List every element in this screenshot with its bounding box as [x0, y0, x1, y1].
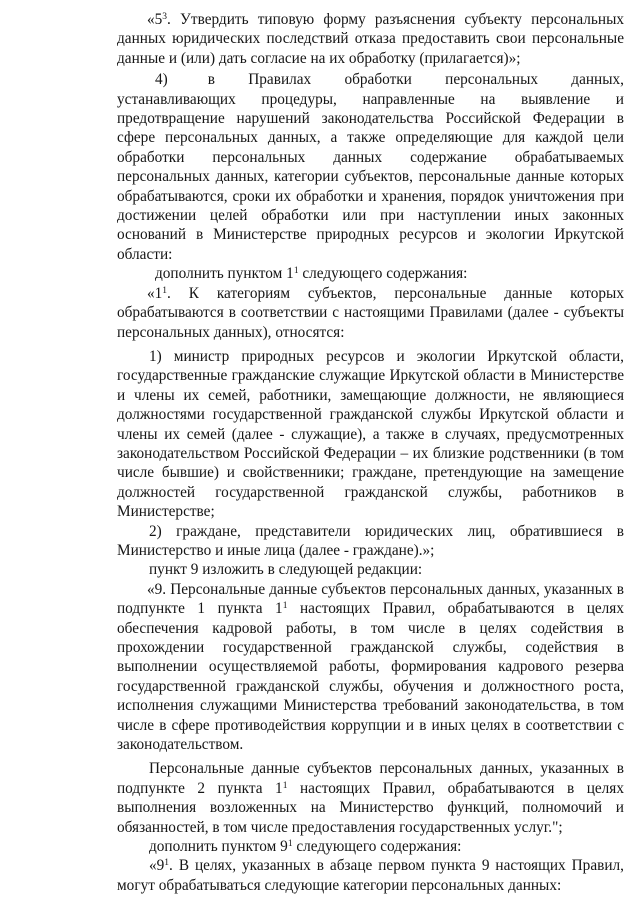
- paragraph-5-3: [117, 10, 624, 68]
- paragraph-subitem-1: [117, 347, 624, 522]
- paragraph-text: настоящих Правил, обрабатываются в целях обеспечения кадровой работы, в том числе в целях содействия в прохождении государственной гражданской службы, содействия в выполнении осуществляемой работы, формирования кадрового резерва государственной гражданской службы, обучения и должностного роста, исполнения служащими Министерства требований законодательства, в том числе в сфере противодействия коррупции и в иных целях в соответствии с законодательством.: [117, 600, 624, 754]
- superscript: 1: [164, 858, 170, 869]
- paragraph-text: «1: [147, 284, 163, 302]
- superscript: 1: [282, 601, 288, 612]
- paragraph-subitem-2: [117, 522, 624, 561]
- item-number: 4): [155, 71, 168, 89]
- paragraph-text: дополнить пунктом 9: [149, 838, 288, 856]
- paragraph-text: пункт 9 изложить в следующей редакции:: [149, 561, 423, 579]
- paragraph-text: «9: [149, 857, 165, 875]
- paragraph-point-9-heading: [117, 560, 624, 579]
- superscript: 1: [293, 266, 299, 277]
- paragraph-add-1-1: [117, 264, 624, 283]
- paragraph-text: 1) министр природных ресурсов и экологии Иркутской области, государственные гражданские служащие Иркутской области в Министерстве и члены их семей, работники, замещающие должности, не являющиеся должностями государственной гражданской службы Иркутской области и члены их семей (далее - служащие), а также в случаях, предусмотренных законодательством Российской Федерации – их близкие родственники (в том числе бывшие) и свойственники; граждане, претендующие на замещение должностей государственной гражданской службы, работников в Министерстве;: [117, 347, 624, 521]
- paragraph-text: настоящих Правил, обрабатываются в целях выполнения возложенных на Министерство функций, полномочий и обязанностей, в том числе предоставления государственных услуг.";: [117, 779, 624, 836]
- paragraph-text: дополнить пунктом 1: [155, 265, 294, 283]
- superscript: 1: [162, 285, 168, 296]
- superscript: 3: [162, 12, 168, 22]
- paragraph-text: 2) граждане, представители юридических лиц, обратившиеся в Министерство и иные лица (далее - граждане).»;: [117, 522, 624, 559]
- paragraph-text: Персональные данные субъектов персональных данных, указанных в подпункте 2 пункта 1: [117, 760, 624, 797]
- paragraph-9-1: [117, 856, 624, 895]
- paragraph-add-9-1: [117, 837, 624, 856]
- paragraph-point-9-second: [117, 759, 624, 837]
- superscript: 1: [282, 780, 288, 791]
- paragraph-text: в Правилах обработки персональных данных, устанавливающих процедуры, направленные на выявление и предотвращение нарушений законодательства Российской Федерации в сфере персональных данных, а также определяющие для каждой цели обработки персональных данных содержание обрабатываемых персональных данных, категории субъектов, персональные данные которых обрабатываются, сроки их обработки и хранения, порядок уничтожения при достижении целей обработки или при наступлении иных законных оснований в Министерстве природных ресурсов и экологии Иркутской области:: [117, 71, 624, 263]
- paragraph-text: следующего содержания:: [298, 265, 468, 283]
- paragraph-text: . К категориям субъектов, персональные данные которых обрабатываются в соответствии с настоящими Правилами (далее - субъекты персональных данных), относятся:: [117, 284, 624, 341]
- paragraph-text: «5: [147, 11, 163, 28]
- paragraph-text: . В целях, указанных в абзаце первом пункта 9 настоящих Правил, могут обрабатываться следующие категории персональных данных:: [117, 857, 624, 894]
- paragraph-point-9: [117, 580, 624, 755]
- paragraph-item-4: [117, 70, 624, 264]
- paragraph-text: «9. Персональные данные субъектов персональных данных, указанных в подпункте 1 пункта 1: [117, 580, 624, 618]
- document-page: [117, 10, 624, 895]
- paragraph-text: следующего содержания:: [292, 838, 462, 856]
- superscript: 1: [287, 839, 293, 850]
- paragraph-text: . Утвердить типовую форму разъяснения субъекту персональных данных юридических последствий отказа предоставить свои персональные данные и (или) дать согласие на их обработку (прилагается)»;: [117, 11, 624, 67]
- paragraph-1-1: [117, 284, 624, 342]
